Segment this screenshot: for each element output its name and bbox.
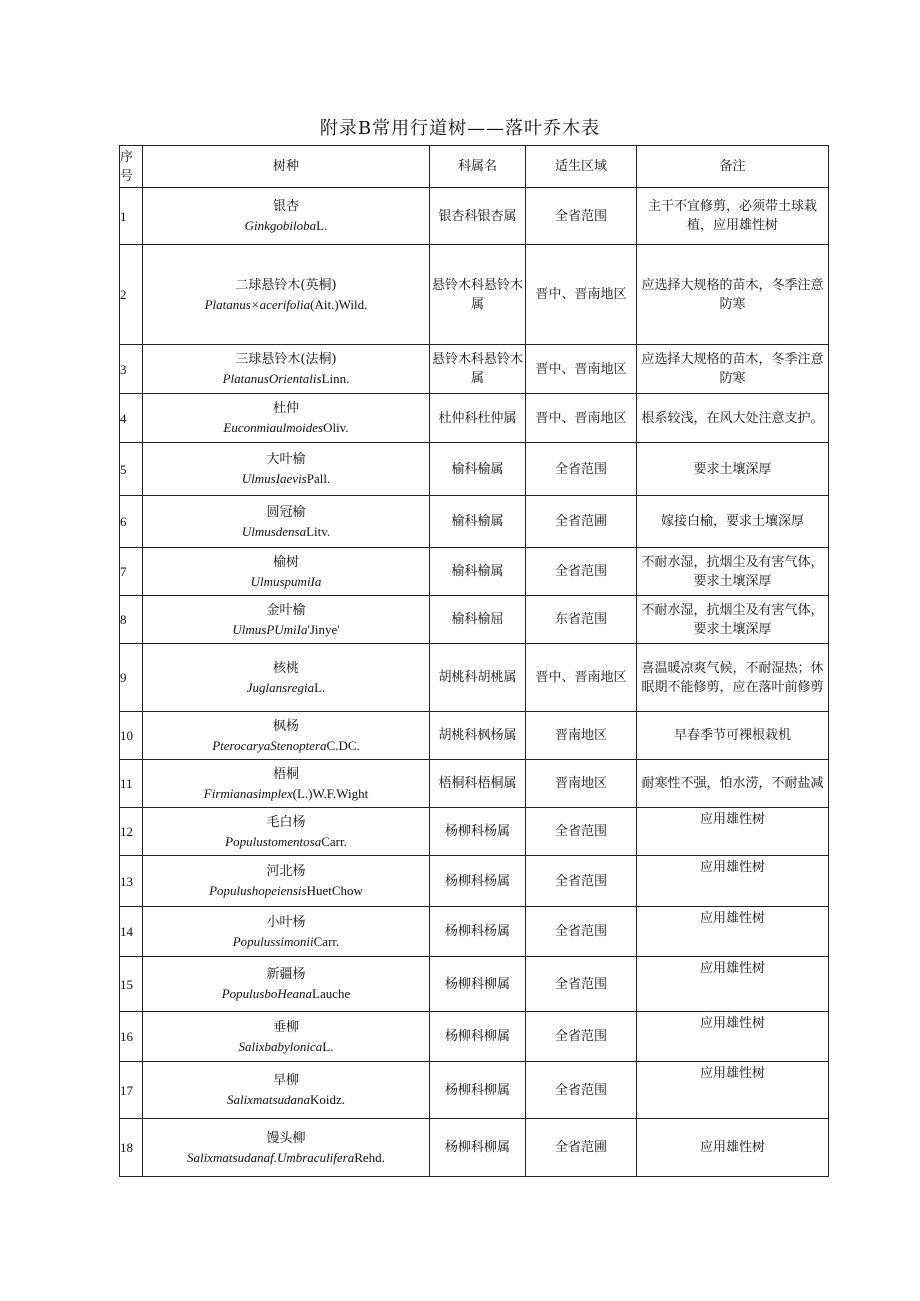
family-cell: 杨柳科柳属 — [430, 957, 526, 1012]
species-chinese-name: 馒头柳 — [266, 1130, 306, 1146]
table-body — [120, 188, 829, 1177]
note-cell: 要求土壤深厚 — [637, 443, 829, 496]
family-cell: 杜仲科杜仲属 — [430, 394, 526, 443]
species-cell — [143, 188, 430, 245]
row-number: 16 — [120, 1012, 143, 1062]
latin-author: Koidz. — [310, 1092, 346, 1107]
region-cell: 全省范围 — [526, 548, 637, 596]
family-cell: 悬铃木科悬铃木属 — [430, 245, 526, 345]
row-number: 7 — [120, 548, 143, 596]
region-cell: 晋中、晋南地区 — [526, 245, 637, 345]
row-number: 12 — [120, 808, 143, 856]
latin-binomial: UlmusPUmiIa — [232, 621, 308, 637]
table-row — [120, 856, 829, 907]
species-chinese-name: 早柳 — [272, 1073, 299, 1088]
latin-binomial: PterocaryaStenoptera — [212, 737, 327, 753]
row-number: 18 — [120, 1119, 143, 1177]
note-cell: 应用雄性树 — [637, 1062, 829, 1119]
species-latin-name — [143, 572, 429, 591]
table-row — [120, 496, 829, 548]
table-row — [120, 712, 829, 760]
species-latin-name — [143, 369, 429, 388]
species-cell — [143, 1062, 430, 1119]
species-chinese-name: 枫杨 — [272, 718, 299, 734]
species-latin-name — [143, 216, 429, 235]
species-latin-name — [143, 984, 429, 1003]
latin-binomial: UlmusIaevis — [241, 471, 307, 486]
note-cell: 应用雄性树 — [637, 957, 829, 1012]
header-num: 序号 — [120, 146, 143, 188]
latin-binomial: Populustomentosa — [225, 833, 322, 849]
species-chinese-name: 毛白杨 — [266, 814, 306, 830]
species-latin-name — [143, 620, 429, 639]
family-cell: 悬铃木科悬铃木属 — [430, 345, 526, 394]
species-cell — [143, 856, 430, 907]
table-row — [120, 1119, 829, 1177]
header-note: 备注 — [637, 146, 829, 188]
species-latin-name — [143, 295, 429, 314]
species-cell — [143, 345, 430, 394]
table-row — [120, 443, 829, 496]
latin-binomial: Ginkgobiloba — [244, 218, 317, 233]
species-chinese-name: 杜仲 — [272, 401, 299, 416]
latin-binomial: Platanus×acerifolia — [204, 296, 311, 312]
table-row — [120, 345, 829, 394]
family-cell: 胡桃科枫杨属 — [430, 712, 526, 760]
header-family: 科属名 — [430, 146, 526, 188]
region-cell: 东省范围 — [526, 596, 637, 644]
species-chinese-name: 圆冠榆 — [266, 504, 306, 520]
family-cell: 榆科榆属 — [430, 548, 526, 596]
latin-author: L. — [316, 218, 328, 233]
table-row — [120, 245, 829, 345]
note-cell: 不耐水湿，抗烟尘及有害气体，要求土壤深厚 — [637, 548, 829, 596]
species-latin-name — [143, 678, 429, 697]
species-chinese-name: 金叶榆 — [266, 602, 306, 618]
note-cell: 不耐水湿，抗烟尘及有害气体，要求土壤深厚 — [637, 596, 829, 644]
region-cell: 晋中、晋南地区 — [526, 394, 637, 443]
latin-author: Carr. — [321, 833, 347, 849]
region-cell: 晋南地区 — [526, 760, 637, 808]
latin-binomial: Salixmatsudana — [226, 1092, 311, 1107]
row-number: 9 — [120, 644, 143, 712]
species-chinese-name: 三球悬铃木(法桐) — [235, 352, 337, 367]
latin-author: 'Jinye' — [307, 621, 340, 637]
row-number: 11 — [120, 760, 143, 808]
note-cell: 根系较浅，在风大处注意支护。 — [637, 394, 829, 443]
species-latin-name — [143, 736, 429, 755]
species-cell — [143, 808, 430, 856]
row-number: 6 — [120, 496, 143, 548]
region-cell: 全省范围 — [526, 808, 637, 856]
note-cell: 应用雄性树 — [637, 808, 829, 856]
latin-binomial: PopulusboHeana — [221, 986, 312, 1001]
species-latin-name — [143, 881, 429, 900]
species-latin-name — [143, 522, 429, 541]
species-cell — [143, 1012, 430, 1062]
region-cell: 全省范围 — [526, 188, 637, 245]
species-chinese-name: 垂柳 — [272, 1019, 299, 1035]
note-cell: 应用雄性树 — [637, 1119, 829, 1177]
family-cell: 杨柳科杨属 — [430, 907, 526, 957]
latin-author: HuetChow — [306, 883, 363, 898]
region-cell: 全省范围 — [526, 1062, 637, 1119]
family-cell: 梧桐科梧桐属 — [430, 760, 526, 808]
row-number: 3 — [120, 345, 143, 394]
note-cell: 应选择大规格的苗木，冬季注意防寒 — [637, 345, 829, 394]
latin-author: (L.)W.F.Wight — [292, 785, 369, 801]
row-number: 15 — [120, 957, 143, 1012]
latin-author: L. — [322, 1038, 334, 1054]
family-cell: 杨柳科柳属 — [430, 1012, 526, 1062]
table-row — [120, 760, 829, 808]
region-cell: 全省范围 — [526, 443, 637, 496]
table-row — [120, 548, 829, 596]
note-cell: 喜温暖凉爽气候，不耐湿热；休眠期不能修剪，应在落叶前修剪 — [637, 644, 829, 712]
species-cell — [143, 496, 430, 548]
latin-binomial: Populushopeiensis — [209, 883, 307, 898]
family-cell: 榆科榆属 — [430, 496, 526, 548]
row-number: 17 — [120, 1062, 143, 1119]
latin-author: Rehd. — [354, 1149, 385, 1165]
latin-binomial: Juglansregia — [246, 679, 315, 695]
row-number: 13 — [120, 856, 143, 907]
species-chinese-name: 河北杨 — [266, 864, 306, 879]
species-latin-name — [143, 469, 429, 488]
species-chinese-name: 梧桐 — [272, 766, 299, 782]
latin-binomial: PlatanusOrientalis — [222, 371, 322, 386]
latin-binomial: Salixbabylonica — [238, 1038, 323, 1054]
family-cell: 榆科榆属 — [430, 443, 526, 496]
latin-author: C.DC. — [326, 737, 360, 753]
species-cell — [143, 712, 430, 760]
row-number: 10 — [120, 712, 143, 760]
family-cell: 杨柳科杨属 — [430, 808, 526, 856]
note-cell: 应用雄性树 — [637, 856, 829, 907]
page-title: 附录B常用行道树——落叶乔木表 — [319, 118, 601, 139]
latin-author: Carr. — [313, 933, 340, 949]
region-cell: 全省范圃 — [526, 496, 637, 548]
note-cell: 早春季节可裸根栽机 — [637, 712, 829, 760]
species-cell — [143, 596, 430, 644]
species-cell — [143, 957, 430, 1012]
latin-binomial: UlmuspumiIa — [250, 573, 322, 589]
species-chinese-name: 新疆杨 — [266, 967, 306, 982]
species-cell — [143, 907, 430, 957]
latin-author: Litv. — [306, 523, 331, 539]
species-cell — [143, 760, 430, 808]
family-cell: 杨柳科柳属 — [430, 1062, 526, 1119]
row-number: 5 — [120, 443, 143, 496]
region-cell: 晋南地区 — [526, 712, 637, 760]
species-chinese-name: 银杏 — [272, 199, 299, 214]
family-cell: 胡桃科胡桃属 — [430, 644, 526, 712]
header-species: 树种 — [143, 146, 430, 188]
deciduous-tree-table — [119, 145, 829, 1177]
latin-binomial: Ulmusdensa — [241, 523, 307, 539]
row-number: 2 — [120, 245, 143, 345]
table-row — [120, 907, 829, 957]
region-cell: 全省范围 — [526, 957, 637, 1012]
note-cell: 应用雄性树 — [637, 1012, 829, 1062]
region-cell: 全省范围 — [526, 856, 637, 907]
table-header-row — [120, 146, 829, 188]
latin-binomial: Salixmatsudanaf.Umbraculifera — [187, 1149, 355, 1165]
latin-author: Linn. — [321, 371, 350, 386]
family-cell: 杨柳科杨属 — [430, 856, 526, 907]
species-cell — [143, 394, 430, 443]
family-cell: 榆科榆屈 — [430, 596, 526, 644]
species-chinese-name: 二球悬铃木(英桐) — [235, 277, 337, 293]
latin-author: Lauche — [312, 986, 351, 1001]
latin-author: (Ait.)Wild. — [310, 296, 368, 312]
region-cell: 全省范圃 — [526, 1119, 637, 1177]
note-cell: 主干不宜修剪，必须带土球栽植，应用雄性树 — [637, 188, 829, 245]
note-cell: 应用雄性树 — [637, 907, 829, 957]
row-number: 8 — [120, 596, 143, 644]
header-region: 适生区域 — [526, 146, 637, 188]
species-chinese-name: 核桃 — [272, 660, 299, 676]
table-row — [120, 596, 829, 644]
row-number: 14 — [120, 907, 143, 957]
species-cell — [143, 443, 430, 496]
table-row — [120, 1062, 829, 1119]
species-latin-name — [143, 932, 429, 951]
note-cell: 耐寒性不强，怕水涝，不耐盐减 — [637, 760, 829, 808]
row-number: 4 — [120, 394, 143, 443]
species-cell — [143, 1119, 430, 1177]
note-cell: 嫁接白榆，要求土壤深厚 — [637, 496, 829, 548]
family-cell: 银杏科银杏属 — [430, 188, 526, 245]
species-latin-name — [143, 418, 429, 437]
latin-author: Oliv. — [323, 420, 349, 435]
table-row — [120, 957, 829, 1012]
species-latin-name — [143, 832, 429, 851]
species-chinese-name: 小叶杨 — [266, 914, 306, 930]
table-row — [120, 1012, 829, 1062]
species-chinese-name: 大叶榆 — [266, 452, 306, 467]
species-cell — [143, 644, 430, 712]
latin-binomial: Populussimonii — [232, 933, 314, 949]
region-cell: 全省范围 — [526, 1012, 637, 1062]
region-cell: 全省范围 — [526, 907, 637, 957]
table-row — [120, 644, 829, 712]
species-latin-name — [143, 1037, 429, 1056]
latin-author: Pall. — [306, 471, 331, 486]
row-number: 1 — [120, 188, 143, 245]
region-cell: 晋中、晋南地区 — [526, 644, 637, 712]
species-latin-name — [143, 1148, 429, 1167]
table-row — [120, 808, 829, 856]
species-latin-name — [143, 1090, 429, 1109]
latin-binomial: Firmianasimplex — [203, 785, 293, 801]
species-chinese-name: 榆树 — [272, 554, 299, 570]
region-cell: 晋中、晋南地区 — [526, 345, 637, 394]
species-cell — [143, 245, 430, 345]
table-row — [120, 394, 829, 443]
family-cell: 杨柳科柳属 — [430, 1119, 526, 1177]
note-cell: 应选择大规格的苗木，冬季注意防寒 — [637, 245, 829, 345]
latin-author: L. — [314, 679, 326, 695]
table-row — [120, 188, 829, 245]
species-cell — [143, 548, 430, 596]
latin-binomial: Euconmiaulmoides — [223, 420, 324, 435]
species-latin-name — [143, 784, 429, 803]
